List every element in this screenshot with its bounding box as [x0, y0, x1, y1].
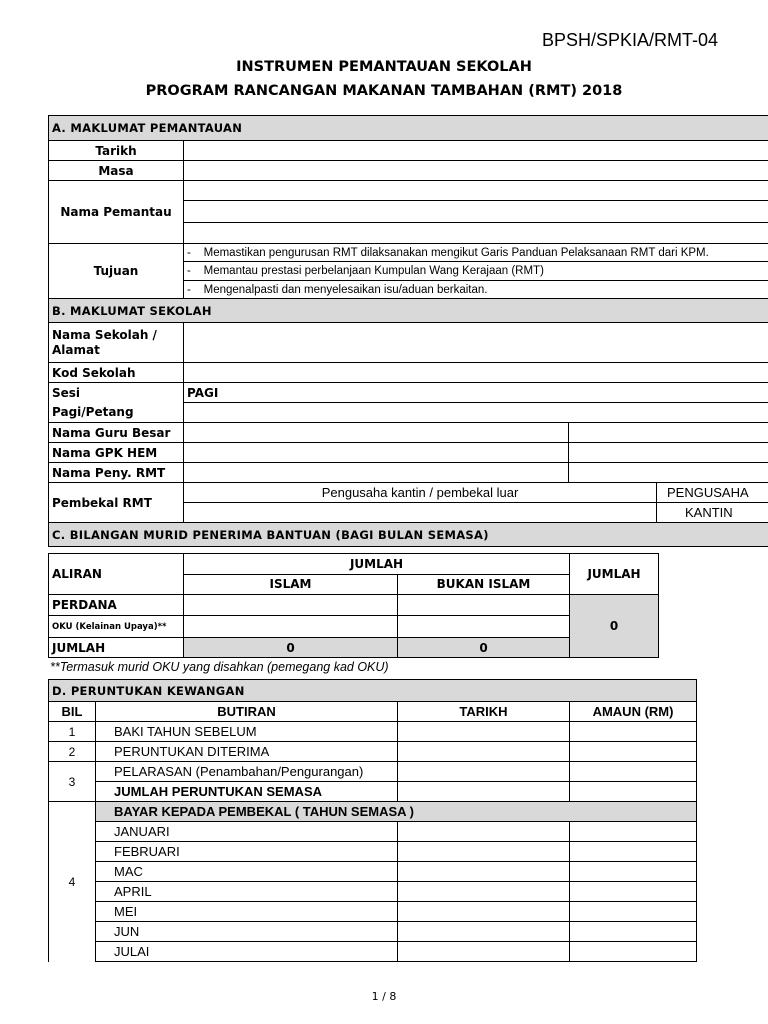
label-islam: ISLAM [184, 574, 398, 595]
row-peruntukan-tarikh[interactable] [398, 742, 570, 762]
label-nama-guru-besar: Nama Guru Besar [49, 423, 184, 443]
tujuan-item-text: Memantau prestasi perbelanjaan Kumpulan Wang Kerajaan (RMT) [203, 265, 544, 277]
label-pagi-petang: Pagi/Petang [49, 403, 184, 423]
month-tarikh[interactable] [398, 822, 570, 842]
row-jumlah-peruntukan: JUMLAH PERUNTUKAN SEMASA [96, 782, 398, 802]
tujuan-item [184, 244, 768, 262]
label-nama-sekolah [49, 323, 184, 363]
month-row: JUN [96, 922, 398, 942]
field-sesi[interactable]: PAGI [184, 383, 768, 403]
field-perdana-islam[interactable] [184, 595, 398, 616]
field-gpk-hem[interactable] [184, 443, 569, 463]
row-jumlah-tarikh[interactable] [398, 782, 570, 802]
month-tarikh[interactable] [398, 942, 570, 962]
label-alamat: Alamat [52, 342, 100, 357]
label-kod-sekolah: Kod Sekolah [49, 363, 184, 383]
label-nama-gpk-hem: Nama GPK HEM [49, 443, 184, 463]
month-row: JANUARI [96, 822, 398, 842]
label-nama-sekolah-line1: Nama Sekolah / [52, 327, 157, 342]
label-perdana: PERDANA [49, 595, 184, 616]
label-bukan-islam: BUKAN ISLAM [398, 574, 570, 595]
field-pemantau-1[interactable] [184, 181, 768, 201]
tujuan-item [184, 262, 768, 281]
section-a-heading: A. MAKLUMAT PEMANTAUAN [49, 116, 768, 141]
month-row: FEBRUARI [96, 842, 398, 862]
label-jumlah-col: JUMLAH [570, 554, 659, 595]
row-baki: BAKI TAHUN SEBELUM [96, 722, 398, 742]
label-pembekal-rmt: Pembekal RMT [49, 483, 184, 523]
section-d-table [48, 679, 697, 962]
col-bil: BIL [49, 702, 96, 722]
row-jumlah-amaun[interactable] [570, 782, 697, 802]
pembekal-option-kantin: KANTIN [657, 503, 768, 523]
row-pelarasan-amaun[interactable] [570, 762, 697, 782]
field-pemantau-2[interactable] [184, 201, 768, 223]
label-masa: Masa [49, 161, 184, 181]
month-row: APRIL [96, 882, 398, 902]
pembekal-option-luar[interactable]: Pengusaha kantin / pembekal luar [184, 483, 657, 503]
month-amaun[interactable] [570, 922, 697, 942]
row-1-bil: 1 [49, 722, 96, 742]
tujuan-item [184, 281, 768, 299]
col-tarikh: TARIKH [398, 702, 570, 722]
label-oku: OKU (Kelainan Upaya)** [49, 616, 184, 638]
row-pelarasan-tarikh[interactable] [398, 762, 570, 782]
label-nama-pemantau: Nama Pemantau [49, 181, 184, 244]
month-amaun[interactable] [570, 942, 697, 962]
pembekal-field[interactable] [184, 503, 657, 523]
col-butiran: BUTIRAN [96, 702, 398, 722]
row-3-bil: 3 [49, 762, 96, 802]
month-tarikh[interactable] [398, 922, 570, 942]
field-oku-bukan-islam[interactable] [398, 616, 570, 638]
field-peny-rmt[interactable] [184, 463, 569, 483]
field-guru-besar-extra[interactable] [569, 423, 768, 443]
field-pagi-petang[interactable] [184, 403, 768, 423]
month-amaun[interactable] [570, 902, 697, 922]
field-gpk-hem-extra[interactable] [569, 443, 768, 463]
row-baki-tarikh[interactable] [398, 722, 570, 742]
month-row: JULAI [96, 942, 398, 962]
label-aliran: ALIRAN [49, 554, 184, 595]
month-row: MEI [96, 902, 398, 922]
tujuan-item-text: Mengenalpasti dan menyelesaikan isu/aduan berkaitan. [203, 283, 488, 296]
row-bayar-heading: BAYAR KEPADA PEMBEKAL ( TAHUN SEMASA ) [96, 802, 697, 822]
row-2-bil: 2 [49, 742, 96, 762]
month-tarikh[interactable] [398, 902, 570, 922]
label-jumlah-top: JUMLAH [184, 554, 570, 575]
document-subtitle: PROGRAM RANCANGAN MAKANAN TAMBAHAN (RMT) 2018 [145, 83, 623, 99]
field-tarikh[interactable] [184, 141, 768, 161]
month-amaun[interactable] [570, 862, 697, 882]
label-sesi: Sesi [49, 383, 184, 403]
label-tarikh: Tarikh [49, 141, 184, 161]
section-a-b-table [48, 115, 768, 547]
month-amaun[interactable] [570, 822, 697, 842]
jumlah-bukan-islam: 0 [398, 638, 570, 658]
month-amaun[interactable] [570, 882, 697, 902]
label-jumlah-row: JUMLAH [49, 638, 184, 658]
month-row: MAC [96, 862, 398, 882]
section-c-table [48, 553, 659, 658]
row-peruntukan-amaun[interactable] [570, 742, 697, 762]
field-oku-islam[interactable] [184, 616, 398, 638]
dash-1: - [187, 246, 191, 259]
page-number: 1 / 8 [371, 990, 397, 1003]
label-tujuan: Tujuan [49, 244, 184, 299]
section-b-heading: B. MAKLUMAT SEKOLAH [49, 299, 768, 323]
field-kod-sekolah[interactable] [184, 363, 768, 383]
row-baki-amaun[interactable] [570, 722, 697, 742]
jumlah-total: 0 [570, 595, 659, 658]
field-masa[interactable] [184, 161, 768, 181]
field-nama-sekolah[interactable] [184, 323, 768, 363]
dash-3: - [187, 283, 191, 296]
field-guru-besar[interactable] [184, 423, 569, 443]
row-pelarasan: PELARASAN (Penambahan/Pengurangan) [96, 762, 398, 782]
label-nama-peny-rmt: Nama Peny. RMT [49, 463, 184, 483]
month-amaun[interactable] [570, 842, 697, 862]
pembekal-option-pengusaha[interactable]: PENGUSAHA [657, 483, 768, 503]
field-perdana-bukan-islam[interactable] [398, 595, 570, 616]
col-amaun: AMAUN (RM) [570, 702, 697, 722]
row-peruntukan: PERUNTUKAN DITERIMA [96, 742, 398, 762]
tujuan-item-text: Memastikan pengurusan RMT dilaksanakan mengikut Garis Panduan Pelaksanaan RMT dari KPM. [203, 246, 709, 259]
month-tarikh[interactable] [398, 842, 570, 862]
document-title: INSTRUMEN PEMANTAUAN SEKOLAH [236, 59, 532, 75]
month-tarikh[interactable] [398, 862, 570, 882]
document-code: BPSH/SPKIA/RMT-04 [541, 30, 718, 50]
jumlah-islam: 0 [184, 638, 398, 658]
field-pemantau-3[interactable] [184, 223, 768, 244]
month-tarikh[interactable] [398, 882, 570, 902]
dash-2: - [187, 265, 191, 277]
footnote-oku: **Termasuk murid OKU yang disahkan (pemegang kad OKU) [50, 660, 389, 674]
field-peny-rmt-extra[interactable] [569, 463, 768, 483]
row-4-bil: 4 [49, 802, 96, 962]
section-c-heading: C. BILANGAN MURID PENERIMA BANTUAN (BAGI BULAN SEMASA) [49, 523, 768, 547]
section-d-heading: D. PERUNTUKAN KEWANGAN [49, 680, 697, 702]
